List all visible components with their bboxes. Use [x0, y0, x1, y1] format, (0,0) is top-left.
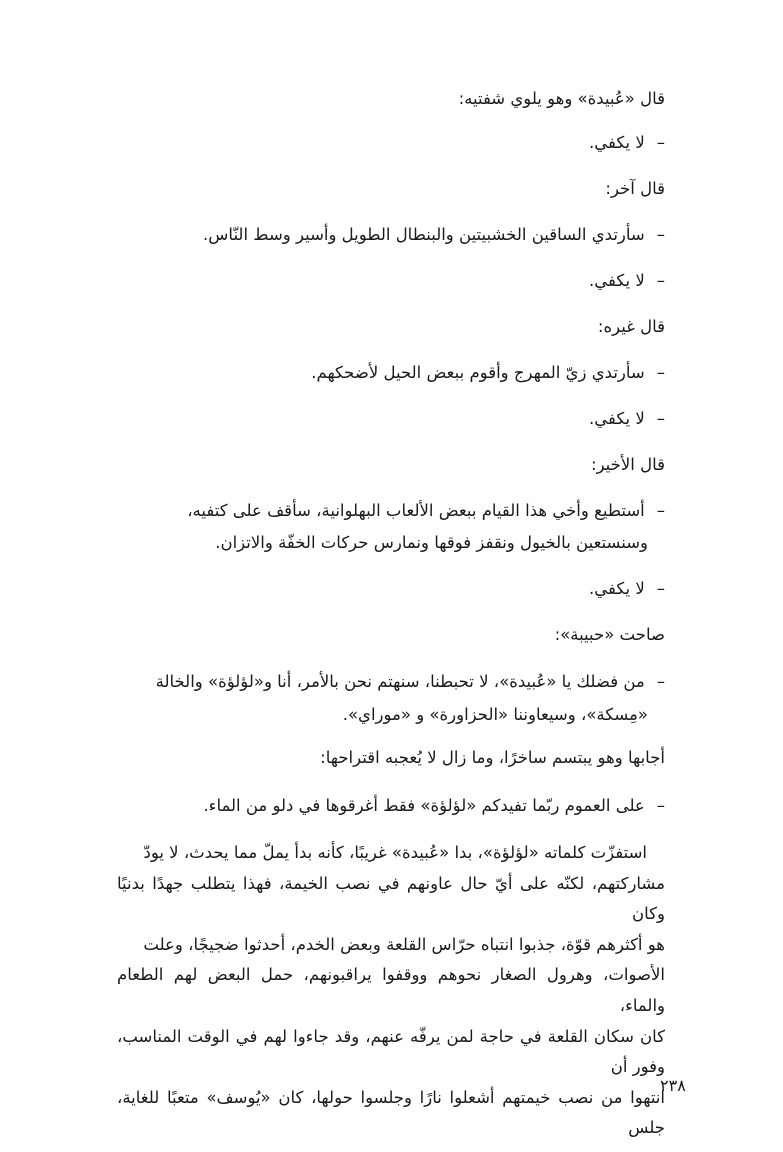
- line-text: سأرتدي زيّ المهرج وأقوم ببعض الحيل لأضحكهم.: [311, 363, 645, 382]
- line-text: قال الأخير:: [591, 455, 665, 474]
- line-text: من فضلك يا «عُبيدة»، لا تحبطنا، سنهتم نحن بالأمر، أنا و«لؤلؤة» والخالة: [155, 672, 645, 691]
- dash-mark: –: [656, 225, 665, 244]
- line-text: على العموم ربّما تفيدكم «لؤلؤة» فقط أغرقوها في دلو من الماء.: [203, 796, 645, 815]
- dash-mark: –: [656, 672, 665, 691]
- line-text: لا يكفي.: [589, 271, 645, 290]
- page-number: ٢٣٨: [660, 1076, 686, 1095]
- dialogue-line-continuation: [117, 528, 665, 558]
- dialogue-line: [117, 174, 665, 204]
- paragraph-line: هو أكثرهم قوّة، جذبوا انتباه حرّاس القلعة وبعض الخدم، أحدثوا ضجيجًا، وعلت: [143, 934, 665, 954]
- line-text: لا يكفي.: [589, 133, 645, 152]
- dash-mark: –: [656, 363, 665, 382]
- line-text: قال غيره:: [597, 317, 665, 336]
- paragraph-line: مشاركتهم، لكنّه على أيّ حال عاونهم في نصب الخيمة، فهذا يتطلب جهدًا بدنيًا وكان: [117, 873, 665, 924]
- paragraph-line: استفزّت كلماته «لؤلؤة»، بدا «عُبيدة» غريبًا، كأنه بدأ يملّ مما يحدث، لا يودّ: [143, 843, 647, 862]
- line-text: قال «عُبيدة» وهو يلوي شفتيه:: [458, 89, 665, 108]
- line-text: أستطيع وأخي هذا القيام ببعض الألعاب البهلوانية، سأقف على كتفيه،: [187, 501, 645, 520]
- paragraph-line: كان سكان القلعة في حاجة لمن يرفّه عنهم، وقد جاءوا لهم في الوقت المناسب، وفور أن: [117, 1026, 665, 1077]
- dialogue-line: [117, 266, 665, 296]
- dialogue-line: [117, 574, 665, 604]
- dialogue-line: [117, 450, 665, 480]
- dash-mark: –: [656, 133, 665, 152]
- dash-mark: –: [656, 579, 665, 598]
- line-text: صاحت «حبيبة»:: [554, 625, 665, 644]
- dash-mark: –: [656, 501, 665, 520]
- dialogue-line: [117, 791, 665, 821]
- body-paragraph: [117, 838, 665, 1144]
- dialogue-line: [117, 620, 665, 650]
- paragraph-line: الأصوات، وهرول الصغار نحوهم ووقفوا يراقبونهم، حمل البعض لهم الطعام والماء،: [117, 965, 665, 1015]
- dash-mark: –: [656, 409, 665, 428]
- line-text: وسنستعين بالخيول ونقفز فوقها ونمارس حركات الخفّة والاتزان.: [215, 533, 648, 552]
- dialogue-line: [117, 404, 665, 434]
- line-text: قال آخر:: [605, 179, 665, 198]
- line-text: «مِسكة»، وسيعاوننا «الحزاورة» و «موراي».: [342, 705, 648, 724]
- dialogue-line-continuation: [117, 700, 665, 730]
- dialogue-line-wrapped: [117, 496, 665, 526]
- line-text: أجابها وهو يبتسم ساخرًا، وما زال لا يُعجبه اقتراحها:: [320, 748, 665, 767]
- dialogue-line: [117, 312, 665, 342]
- dialogue-line: [117, 220, 665, 250]
- dash-mark: –: [656, 271, 665, 290]
- line-text: لا يكفي.: [589, 409, 645, 428]
- line-text: لا يكفي.: [589, 579, 645, 598]
- narration-line: [117, 743, 665, 773]
- dash-mark: –: [656, 796, 665, 815]
- paragraph-line: انتهوا من نصب خيمتهم أشعلوا نارًا وجلسوا حولها، كان «يُوسف» متعبًا للغاية، جلس: [117, 1087, 665, 1138]
- dialogue-line: [117, 358, 665, 388]
- dialogue-line: [117, 128, 665, 158]
- dialogue-line: [117, 84, 665, 114]
- dialogue-line-wrapped: [117, 667, 665, 697]
- line-text: سأرتدي الساقين الخشبيتين والبنطال الطويل وأسير وسط النّاس.: [203, 225, 645, 244]
